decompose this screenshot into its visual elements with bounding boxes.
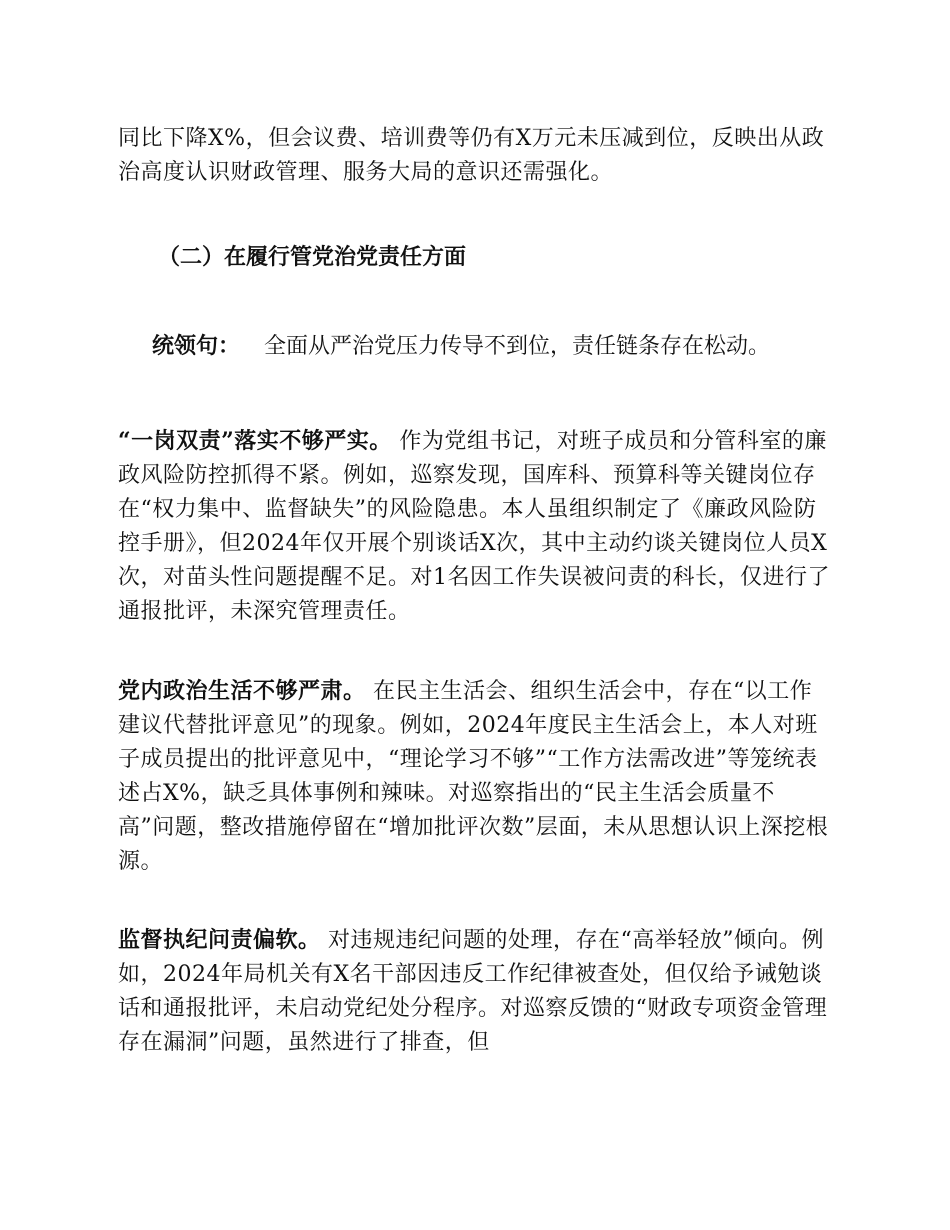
lead-label: 统领句： bbox=[152, 333, 241, 359]
point-title-3: 监督执纪问责偏软。 bbox=[118, 927, 321, 953]
point-body-1: 作为党组书记，对班子成员和分管科室的廉政风险防控抓得不紧。例如，巡察发现，国库科、预算科等关键岗位存在“权力集中、监督缺失”的风险隐患。本人虽组织制定了《廉政风险防控手册》，但2024年仅开展个别谈话X次，其中主动约谈关键岗位人员X次，对苗头性问题提醒不足。对1名因工作失误被问责的科长，仅进行了通报批评，未深究管理责任。 bbox=[118, 429, 830, 624]
point-title-2: 党内政治生活不够严肃。 bbox=[118, 678, 366, 704]
lead-sentence bbox=[152, 329, 770, 364]
section-heading: （二）在履行管党治党责任方面 bbox=[158, 244, 467, 270]
intro-text: 同比下降X%，但会议费、培训费等仍有X万元未压减到位，反映出从政治高度认识财政管理、服务大局的意识还需强化。 bbox=[118, 126, 825, 185]
point-title-1: “一岗双责”落实不够严实。 bbox=[118, 428, 392, 454]
intro-paragraph bbox=[118, 122, 830, 190]
point-body-2: 在民主生活会、组织生活会中，存在“以工作建议代替批评意见”的现象。例如，2024年度民主生活会上，本人对班子成员提出的批评意见中，“理论学习不够”“工作方法需改进”等笼统表述占X%，缺乏具体事例和辣味。对巡察指出的“民主生活会质量不高”问题，整改措施停留在“增加批评次数”层面，未从思想认识上深挖根源。 bbox=[118, 679, 829, 874]
point-paragraph-3 bbox=[118, 923, 830, 1060]
point-body-3: 对违规违纪问题的处理，存在“高举轻放”倾向。例如，2024年局机关有X名干部因违反工作纪律被查处，但仅给予诫勉谈话和通报批评，未启动党纪处分程序。对巡察反馈的“财政专项资金管理存在漏洞”问题，虽然进行了排查，但 bbox=[118, 928, 828, 1055]
point-paragraph-1 bbox=[118, 424, 830, 629]
lead-text: 全面从严治党压力传导不到位，责任链条存在松动。 bbox=[264, 334, 771, 359]
point-paragraph-2 bbox=[118, 674, 830, 879]
